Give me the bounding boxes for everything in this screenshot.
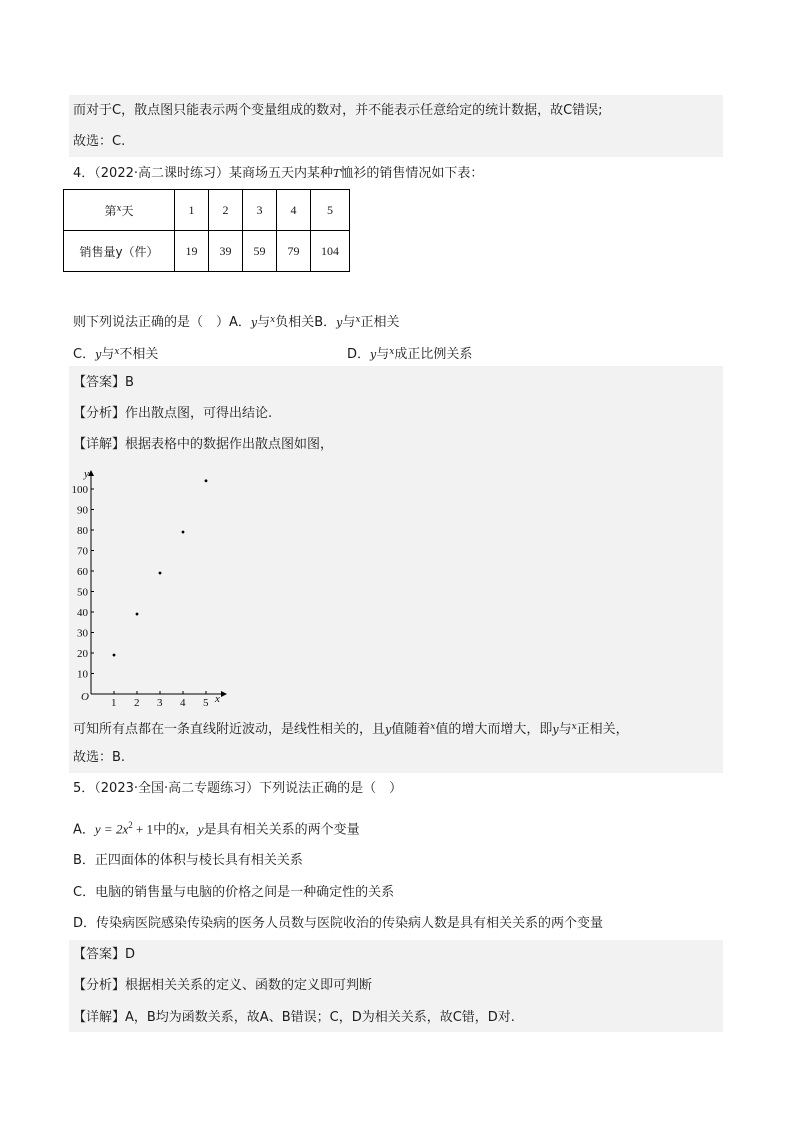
q4-stem: 4．（2022·高二课时练习）某商场五天内某种T恤衫的销售情况如下表： xyxy=(73,166,484,181)
q4-choice: 故选：B. xyxy=(73,750,126,765)
y-tick-label: 60 xyxy=(77,566,88,578)
table-header-sales: 销售量y（件） xyxy=(64,231,175,272)
table-cell: 19 xyxy=(175,231,209,272)
y-tick-label: 100 xyxy=(71,484,88,496)
prev-solution-line: 而对于C，散点图只能表示两个变量组成的数对，并不能表示任意给定的统计数据，故C错误; xyxy=(73,103,603,118)
y-tick-label: 40 xyxy=(77,607,88,619)
x-axis-arrow xyxy=(221,691,227,697)
q4-analysis: 【分析】作出散点图，可得出结论. xyxy=(73,406,273,421)
x-axis-label: x xyxy=(215,693,220,705)
scatter-point xyxy=(113,654,116,657)
table-cell: 3 xyxy=(243,190,277,231)
origin-label: O xyxy=(81,691,89,703)
y-tick-label: 20 xyxy=(77,648,88,660)
y-tick-label: 10 xyxy=(77,668,88,681)
q5-option-c: C．电脑的销售量与电脑的价格之间是一种确定性的关系 xyxy=(73,885,395,900)
table-row-day xyxy=(64,190,350,231)
y-axis-label: y xyxy=(84,468,89,480)
y-tick-label: 50 xyxy=(77,586,88,599)
q5-option-a: A．$y = 2x^2 + 1$中的x，y是具有相关关系的两个变量 xyxy=(73,820,360,838)
prev-choice-line: 故选：C. xyxy=(73,134,126,149)
scatter-plot xyxy=(69,462,239,708)
table-cell: 4 xyxy=(277,190,311,231)
scatter-point xyxy=(205,479,208,482)
q4-detail: 【详解】根据表格中的数据作出散点图如图， xyxy=(73,437,334,452)
q5-analysis: 【分析】根据相关关系的定义、函数的定义即可判断 xyxy=(73,978,373,993)
table-cell: 59 xyxy=(243,231,277,272)
q4-option-d: D．y与$^x$成正比例关系 xyxy=(347,347,473,362)
x-tick-label: 3 xyxy=(157,697,163,708)
table-cell: 5 xyxy=(311,190,350,231)
q4-answer: 【答案】B xyxy=(73,375,134,390)
q4-conclusion: 可知所有点都在一条直线附近波动，是线性相关的，且y值随着$^x$值的增大而增大，即y与$^x$正相关， xyxy=(73,722,629,737)
y-axis-arrow xyxy=(88,470,94,476)
y-tick-label: 80 xyxy=(77,525,88,537)
sales-table xyxy=(63,189,350,272)
q5-option-d: D．传染病医院感染传染病的医务人员数与医院收治的传染病人数是具有相关关系的两个变量 xyxy=(73,916,604,931)
table-cell: 79 xyxy=(277,231,311,272)
table-cell: 1 xyxy=(175,190,209,231)
q4-question-line: 则下列说法正确的是（ ）A．y与$^x$负相关B．y与$^x$正相关 xyxy=(73,315,400,330)
table-cell: 39 xyxy=(209,231,243,272)
q5-stem: 5．（2023·全国·高二专题练习）下列说法正确的是（ ） xyxy=(73,781,403,796)
q5-detail: 【详解】A，B均为函数关系，故A、B错误；C，D为相关关系，故C错，D对. xyxy=(73,1010,515,1025)
table-cell: 104 xyxy=(311,231,350,272)
scatter-point xyxy=(159,572,162,575)
x-tick-label: 2 xyxy=(134,697,140,708)
y-tick-label: 30 xyxy=(77,627,88,640)
x-tick-label: 1 xyxy=(111,697,117,708)
x-tick-label: 4 xyxy=(180,697,186,708)
scatter-point xyxy=(136,613,139,616)
y-tick-label: 90 xyxy=(77,504,88,517)
q4-option-c: C．y与$^x$不相关 xyxy=(73,347,159,362)
table-row-sales xyxy=(64,231,350,272)
x-tick-label: 5 xyxy=(203,697,209,708)
q5-option-b: B．正四面体的体积与棱长具有相关关系 xyxy=(73,853,303,868)
scatter-point xyxy=(182,531,185,534)
table-header-day: 第$^x$天 xyxy=(64,190,175,231)
y-tick-label: 70 xyxy=(77,545,88,558)
table-cell: 2 xyxy=(209,190,243,231)
q5-answer: 【答案】D xyxy=(73,947,136,962)
